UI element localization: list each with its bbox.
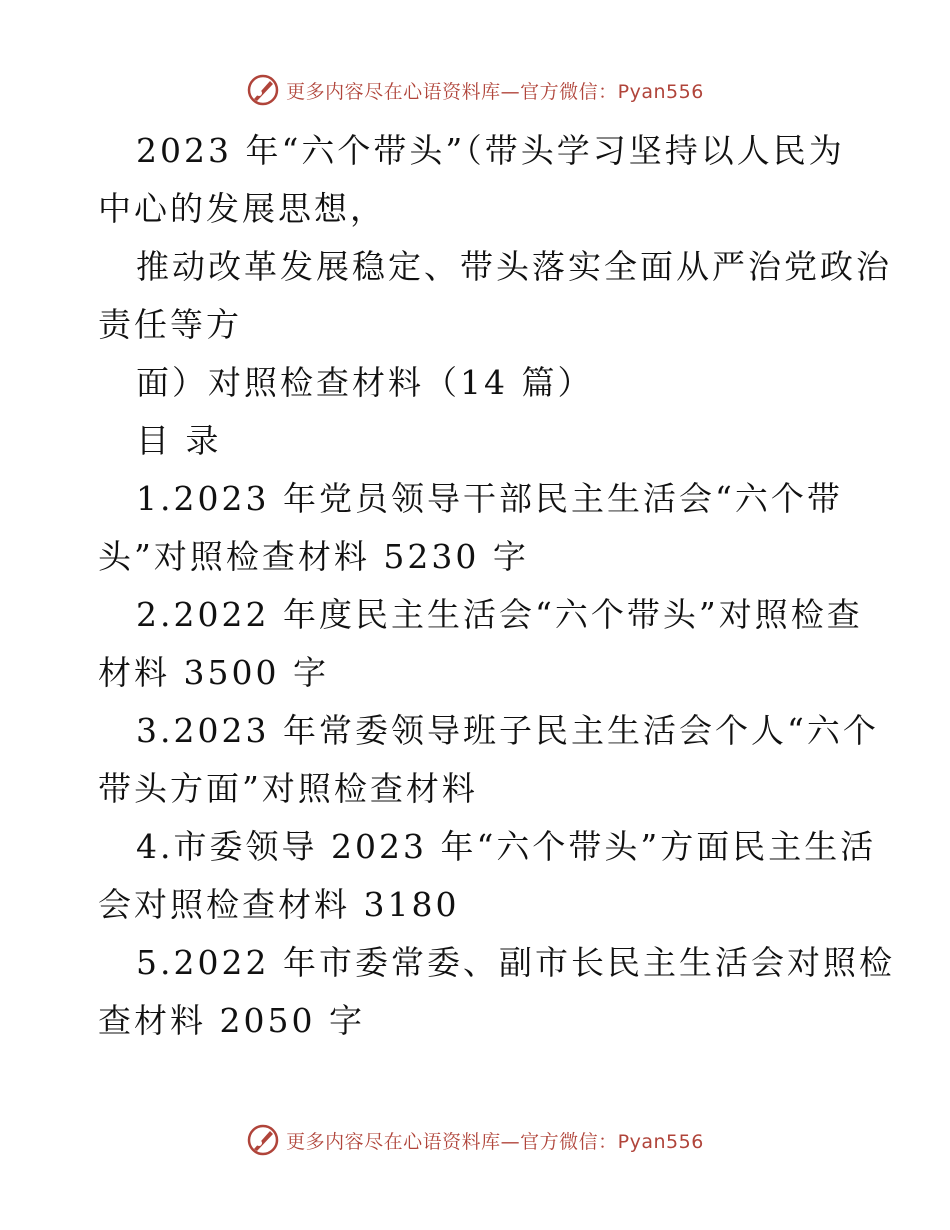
toc-item-1-line-2: 头”对照检查材料 5230 字 [98,537,529,576]
footer-watermark [0,1120,950,1160]
toc-item-5-line-1: 5.2022 年市委常委、副市长民主生活会对照检 [136,943,895,982]
title-line-3: 推动改革发展稳定、带头落实全面从严治党政治 [136,247,892,286]
title-line-5: 面）对照检查材料（14 篇） [136,363,594,402]
toc-item-4-line-1: 4.市委领导 2023 年“六个带头”方面民主生活 [136,827,877,866]
watermark-text: 更多内容尽在心语资料库—官方微信：Pyan556 [286,1130,704,1153]
toc-item-3-line-1: 3.2023 年常委领导班子民主生活会个人“六个 [136,711,879,750]
toc-item-3-line-2: 带头方面”对照检查材料 [98,769,478,808]
toc-item-4-line-2: 会对照检查材料 3180 [98,885,460,924]
toc-item-2-line-2: 材料 3500 字 [98,653,329,692]
watermark-text: 更多内容尽在心语资料库—官方微信：Pyan556 [286,80,704,103]
document-body [98,122,895,1050]
title-line-4: 责任等方 [98,305,242,344]
toc-heading: 目 录 [136,421,222,460]
toc-item-5-line-2: 查材料 2050 字 [98,1001,365,1040]
quill-logo-icon [246,1123,280,1157]
quill-logo-icon [246,73,280,107]
toc-item-1-line-1: 1.2023 年党员领导干部民主生活会“六个带 [136,479,843,518]
title-line-2: 中心的发展思想， [98,189,386,228]
toc-item-2-line-1: 2.2022 年度民主生活会“六个带头”对照检查 [136,595,863,634]
header-watermark [0,70,950,110]
title-line-1: 2023 年“六个带头”（带头学习坚持以人民为 [136,131,845,170]
